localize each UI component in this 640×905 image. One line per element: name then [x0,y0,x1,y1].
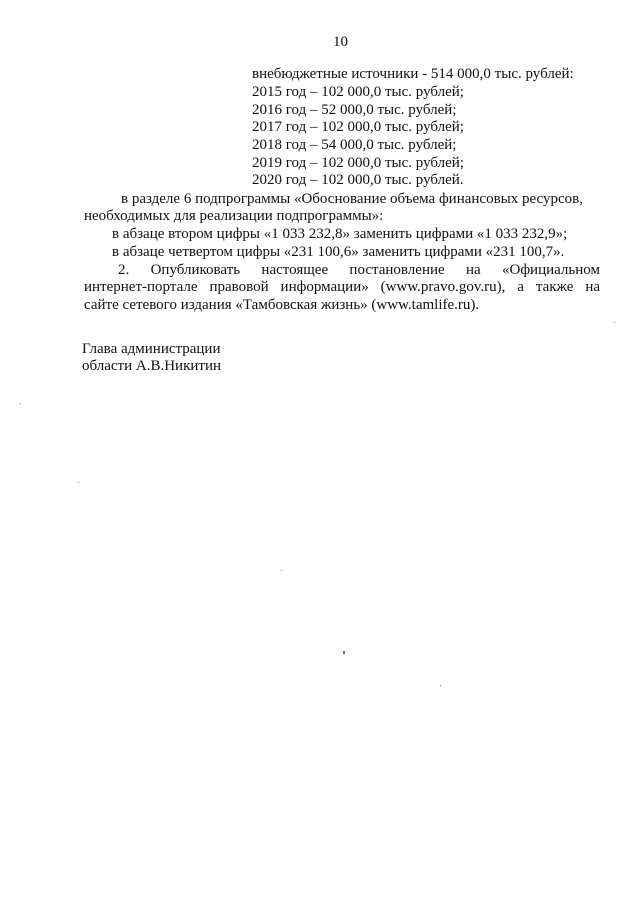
scan-speck [343,651,345,654]
funding-year-2016: 2016 год – 52 000,0 тыс. рублей; [252,102,457,118]
scan-speck [281,570,282,571]
section6-paragraph2-change: в абзаце втором цифры «1 033 232,8» заменить цифрами «1 033 232,9»; [112,226,568,242]
scan-speck [614,322,615,323]
signature-position: Глава администрации [82,341,221,357]
section6-paragraph4-change: в абзаце четвертом цифры «231 100,6» заменить цифрами «231 100,7». [112,244,565,260]
funding-year-2017: 2017 год – 102 000,0 тыс. рублей; [252,119,464,135]
section6-intro-line2: необходимых для реализации подпрограммы»: [84,208,384,224]
funding-year-2020: 2020 год – 102 000,0 тыс. рублей. [252,172,464,188]
funding-extra-budget: внебюджетные источники - 514 000,0 тыс. рублей: [252,66,574,82]
scan-speck [20,403,21,404]
item2-line3: сайте сетевого издания «Тамбовская жизнь» (www.tamlife.ru). [84,297,480,313]
funding-year-2018: 2018 год – 54 000,0 тыс. рублей; [252,137,457,153]
funding-year-2015: 2015 год – 102 000,0 тыс. рублей; [252,84,464,100]
item2-line1: 2. Опубликовать настоящее постановление на «Официальном [118,262,600,278]
section6-intro-line1: в разделе 6 подпрограммы «Обоснование объема финансовых ресурсов, [121,191,583,207]
scan-speck [78,482,79,483]
funding-year-2019: 2019 год – 102 000,0 тыс. рублей; [252,155,464,171]
signature-name: области А.В.Никитин [82,358,222,374]
page-number: 10 [333,34,348,50]
scan-speck [440,685,441,686]
item2-line2: интернет-портале правовой информации» (www.pravo.gov.ru), а также на [84,279,600,295]
